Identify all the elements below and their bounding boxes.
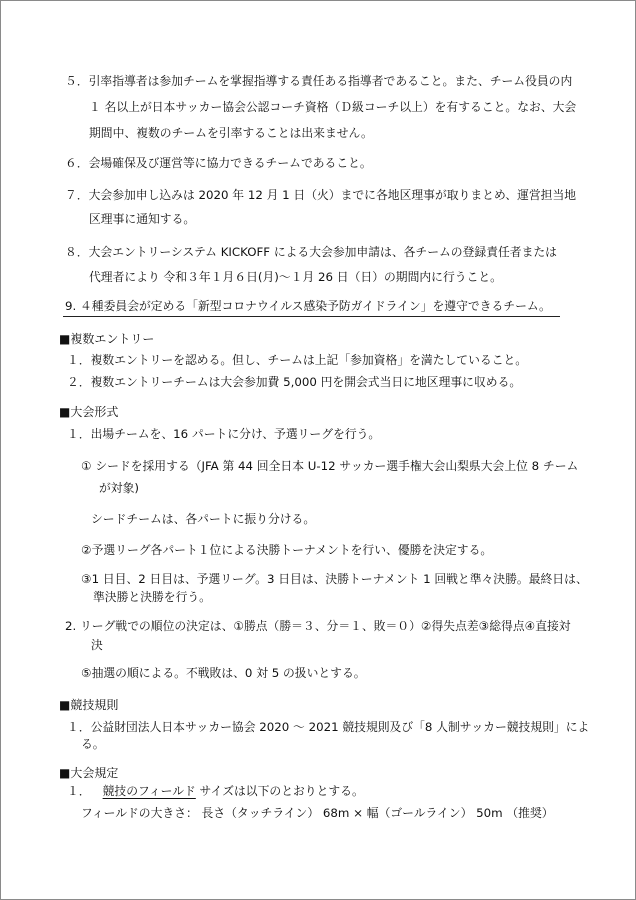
rules-line-2: る。 [81,737,105,751]
format-item-1: １．出場チームを、16 パートに分け、予選リーグを行う。 [67,427,381,441]
rule-9: 9. ４種委員会が定める「新型コロナウイルス感染予防ガイドライン」を遵守できるチーム。 [65,299,551,313]
seed-line-3: シードチームは、各パートに振り分ける。 [91,512,316,526]
rule-9-underline [63,316,560,317]
heading-multiple-entry: ■複数エントリー [59,332,155,346]
rule-6: ６．会場確保及び運営等に協力できるチームであること。 [65,156,372,170]
regulation-item-1-number: １． [67,784,91,798]
regulation-item-1 [67,783,364,799]
rule-5-line-1: ５．引率指導者は参加チームを掌握指導する責任ある指導者であること。また、チーム役員の内 [65,74,573,88]
heading-competition-rules: ■競技規則 [59,698,119,712]
ranking-line-2: 決 [91,638,103,652]
rule-7-line-1: ７．大会参加申し込みは 2020 年 12 月 1 日（火）までに各地区理事が取りまとめ、運営担当地 [65,188,577,202]
rule-5-line-2: １ 名以上が日本サッカー協会公認コーチ資格（Ｄ級コーチ以上）を有すること。なお、大会 [89,100,577,114]
multi-entry-item-1: １．複数エントリーを認める。但し、チームは上記「参加資格」を満たしていること。 [67,353,528,367]
rule-7-line-2: 区理事に通知する。 [89,212,196,226]
field-size: フィールドの大きさ： 長さ（タッチライン） 68m × 幅（ゴールライン） 50m （推奨） [81,806,554,820]
seed-line-1: ① シードを採用する（JFA 第 44 回全日本 U-12 サッカー選手権大会山梨県大会上位 8 チーム [81,459,579,473]
regulation-field-term: 競技のフィールド [102,784,196,798]
rules-line-1: １．公益財団法人日本サッカー協会 2020 ～ 2021 競技規則及び「8 人制サッカー競技規則」によ [67,720,590,734]
heading-tournament-format: ■大会形式 [59,405,119,419]
format-sub-3-line-1: ③1 日目、2 日目は、予選リーグ。3 日目は、決勝トーナメント 1 回戦と準々決勝。最終日は、 [81,572,588,586]
ranking-line-3: ⑤抽選の順による。不戦敗は、0 対 5 の扱いとする。 [81,666,366,680]
rule-8-line-2: 代理者により 令和３年１月６日(月)～１月 26 日（日）の期間内に行うこと。 [89,270,502,284]
format-sub-3-line-2: 準決勝と決勝を行う。 [93,590,211,604]
rule-5-line-3: 期間中、複数のチームを引率することは出来ません。 [89,126,373,140]
rule-8-line-1: ８．大会エントリーシステム KICKOFF による大会参加申請は、各チームの登録責任者または [65,245,557,259]
ranking-line-1: 2. リーグ戦での順位の決定は、①勝点（勝＝３、分＝１、敗＝０）②得失点差③総得点④直接対 [65,619,571,633]
heading-tournament-regulations: ■大会規定 [59,766,119,780]
regulation-item-1-rest: サイズは以下のとおりとする。 [195,784,364,798]
seed-line-2: が対象) [99,481,139,495]
multi-entry-item-2: ２．複数エントリーチームは大会参加費 5,000 円を開会式当日に地区理事に収める。 [67,375,522,389]
format-sub-2: ②予選リーグ各パート１位による決勝トーナメントを行い、優勝を決定する。 [81,543,493,557]
